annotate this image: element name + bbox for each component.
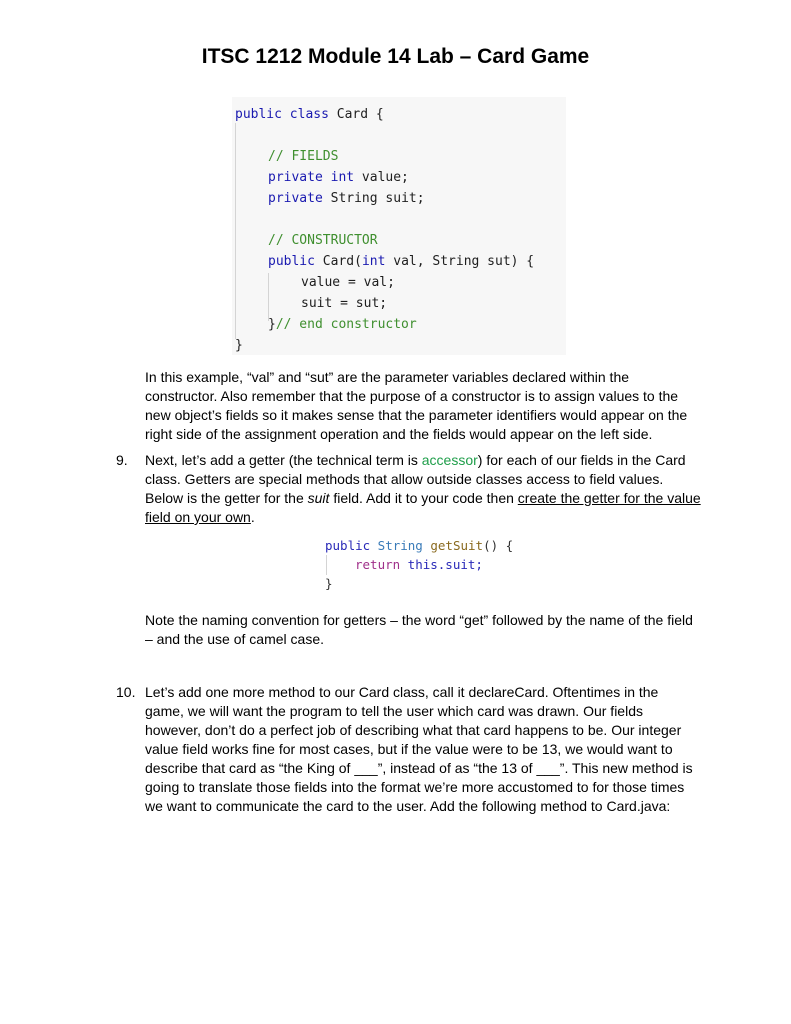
indent-guide	[268, 273, 269, 321]
code-block-card-class	[232, 97, 566, 355]
step-number-10: 10.	[116, 684, 136, 700]
instruction-underlined: create the getter for the value field on your own	[145, 490, 701, 525]
code-line: private int value;	[268, 170, 409, 185]
paragraph-step-9: Next, let’s add a getter (the technical term is accessor) for each of our fields in the Card class. Getters are special methods that allow outside classes access to field values. Below is the getter for the suit field. Add it to your code then create the getter for the value field on your own.	[145, 452, 701, 525]
indent-guide	[235, 123, 236, 339]
code-line: return this.suit;	[355, 557, 483, 572]
indent-guide	[326, 555, 327, 575]
code-line: public Card(int val, String sut) {	[268, 254, 535, 269]
code-line: value = val;	[301, 275, 395, 290]
code-line: // CONSTRUCTOR	[268, 233, 378, 248]
code-line: }	[235, 338, 243, 353]
step-number-9: 9.	[116, 452, 128, 468]
code-line: }// end constructor	[268, 317, 417, 332]
code-line: public class Card {	[235, 107, 384, 122]
code-line: }	[325, 576, 333, 591]
paragraph-intro: In this example, “val” and “sut” are the parameter variables declared within the constructor. Also remember that the purpose of a constructor is to assign values to the new object’s fields so it makes sense that the parameter identifiers would appear on the right side of the assignment operation and the fields would appear on the left side.	[145, 369, 688, 442]
code-line: private String suit;	[268, 191, 425, 206]
paragraph-step-10: Let’s add one more method to our Card class, call it declareCard. Oftentimes in the game, we will want the program to tell the user which card was drawn. Our fields however, don’t do a perfect job of describing what that card happens to be. Our integer value field works fine for most cases, but if the value were to be 13, we would want to describe that card as “the King of ___”, instead of as “the 13 of ___”. This new method is going to translate those fields into the format we’re more accustomed to for those times we want to communicate the card to the user. Add the following method to Card.java:	[145, 684, 693, 814]
accessor-term: accessor	[421, 452, 478, 468]
code-line: public String getSuit() {	[325, 538, 514, 553]
paragraph-note: Note the naming convention for getters – the word “get” followed by the name of the field – and the use of camel case.	[145, 612, 693, 647]
page-title: ITSC 1212 Module 14 Lab – Card Game	[201, 45, 590, 68]
code-line: // FIELDS	[268, 149, 339, 164]
code-line: suit = sut;	[301, 296, 388, 311]
